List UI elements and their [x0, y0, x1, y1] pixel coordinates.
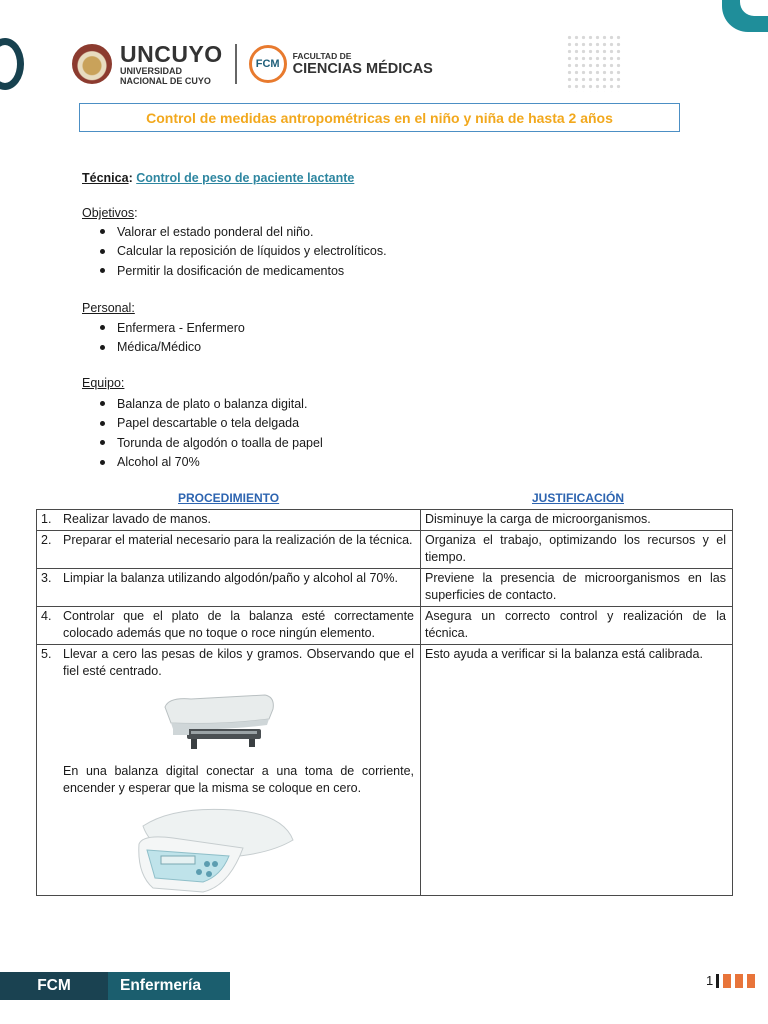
pan-scale-image — [161, 689, 279, 753]
step-text: Controlar que el plato de la balanza esté correctamente colocado además que no toque o roce ningún elemento. — [63, 608, 414, 640]
uncuyo-logo — [120, 40, 223, 86]
step-text: Realizar lavado de manos. — [63, 512, 211, 526]
list-item: Alcohol al 70% — [100, 453, 323, 473]
dot-grid-decoration — [566, 34, 622, 92]
table-row — [37, 568, 733, 606]
equipo-heading: Equipo: — [82, 376, 125, 390]
tecnica-value: Control de peso de paciente lactante — [136, 171, 355, 185]
uncuyo-sub1: UNIVERSIDAD — [120, 65, 183, 76]
justification-cell: Previene la presencia de microorganismos en las superficies de contacto. — [421, 568, 733, 606]
uncuyo-sub2: NACIONAL DE CUYO — [120, 75, 211, 86]
page-bars-decoration — [716, 974, 755, 988]
tecnica-line: Técnica: Control de peso de paciente lactante — [82, 171, 355, 185]
justification-cell: Organiza el trabajo, optimizando los recursos y el tiempo. — [421, 530, 733, 568]
personal-heading: Personal: — [82, 301, 135, 315]
footer-enfermeria: Enfermería — [120, 977, 201, 994]
facultad-logo — [293, 52, 433, 76]
step-text: Limpiar la balanza utilizando algodón/paño y alcohol al 70%. — [63, 570, 398, 585]
step-text: Preparar el material necesario para la realización de la técnica. — [63, 532, 413, 547]
uncuyo-seal-icon — [72, 44, 112, 84]
step-number: 3. — [41, 570, 52, 585]
proc-cell — [37, 530, 421, 568]
step-text: Llevar a cero las pesas de kilos y gramos. Observando que el fiel esté centrado. — [63, 646, 414, 678]
objetivos-heading-line: Objetivos: — [82, 206, 138, 220]
document-title: Control de medidas antropométricas en el niño y niña de hasta 2 años — [146, 109, 613, 126]
list-item: Valorar el estado ponderal del niño. — [100, 222, 387, 242]
list-item: Permitir la dosificación de medicamentos — [100, 261, 387, 281]
justification-cell: Asegura un correcto control y realización de la técnica. — [421, 606, 733, 644]
step-number: 5. — [41, 646, 52, 661]
page-number: 1 — [706, 973, 714, 988]
list-item: Balanza de plato o balanza digital. — [100, 394, 323, 414]
justification-cell: Esto ayuda a verificar si la balanza está calibrada. — [421, 644, 733, 895]
logo-divider — [235, 44, 237, 84]
justification-cell: Disminuye la carga de microorganismos. — [421, 510, 733, 531]
table-row — [37, 510, 733, 531]
document-title-box — [79, 103, 680, 132]
list-item: Enfermera - Enfermero — [100, 318, 245, 338]
personal-heading-line — [82, 301, 135, 315]
proc-cell — [37, 644, 421, 895]
list-item: Médica/Médico — [100, 338, 245, 358]
digital-scale-image — [133, 804, 298, 894]
facultad-small: FACULTAD DE — [292, 51, 352, 61]
list-item: Torunda de algodón o toalla de papel — [100, 433, 323, 453]
list-item: Papel descartable o tela delgada — [100, 414, 323, 434]
table-row — [37, 530, 733, 568]
step-number: 1. — [41, 512, 52, 526]
proc-cell — [37, 606, 421, 644]
step-number: 4. — [41, 608, 52, 623]
tecnica-label: Técnica — [82, 171, 129, 185]
personal-list — [100, 318, 245, 357]
fcm-logo-icon: FCM — [249, 45, 287, 83]
left-arc-decoration — [0, 38, 24, 90]
proc-cell — [37, 510, 421, 531]
objetivos-list — [100, 222, 387, 281]
col-justificacion-heading: JUSTIFICACIÓN — [532, 491, 625, 505]
facultad-big: CIENCIAS MÉDICAS — [292, 60, 433, 77]
col-procedimiento-heading: PROCEDIMIENTO — [178, 491, 280, 505]
digital-scale-note: En una balanza digital conectar a una toma de corriente, encender y esperar que la misma se coloque en cero. — [63, 763, 414, 795]
table-row — [37, 644, 733, 895]
procedure-table — [36, 509, 733, 896]
uncuyo-name: UNCUYO — [120, 40, 223, 67]
equipo-list — [100, 394, 323, 472]
list-item: Calcular la reposición de líquidos y electrolíticos. — [100, 242, 387, 262]
table-row — [37, 606, 733, 644]
footer-bar — [0, 972, 230, 1000]
header-logos — [72, 40, 433, 88]
proc-cell — [37, 568, 421, 606]
step-number: 2. — [41, 532, 52, 547]
objetivos-heading: Objetivos — [82, 206, 135, 220]
equipo-heading-line — [82, 376, 124, 390]
footer-fcm: FCM — [0, 972, 108, 1000]
